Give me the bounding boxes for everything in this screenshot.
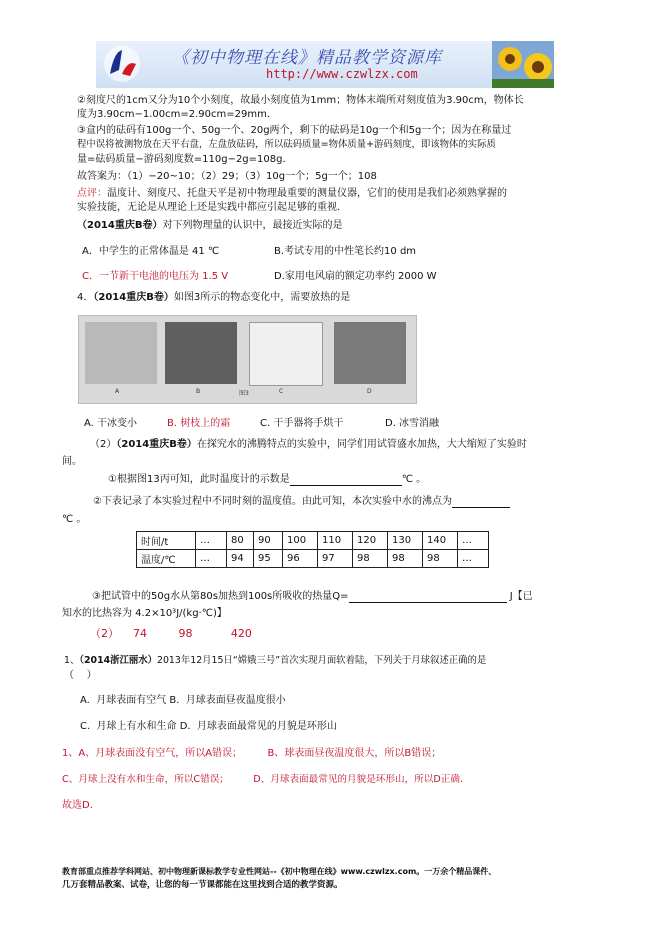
option-c: C. 干手器将手烘干	[260, 418, 344, 429]
question-source: （2014重庆B卷）	[116, 439, 197, 450]
table-cell: …	[196, 532, 227, 550]
table-cell: 130	[388, 532, 423, 550]
table-cell: 98	[388, 550, 423, 568]
sub-question-1: ①根据图13丙可知，此时温度计的示数是	[108, 474, 290, 485]
sunflower-icon	[492, 41, 554, 88]
table-cell: 90	[254, 532, 283, 550]
table-cell: 98	[353, 550, 388, 568]
explanation-line: C、月球上没有水和生命，所以C错误； D、月球表面最常见的月貌是环形山，所以D正确.	[62, 774, 463, 785]
text-line: ②刻度尺的1cm又分为10个小刻度，故最小刻度值为1mm；物体末端所对刻度值为3.90cm，物体长	[77, 95, 524, 106]
text-line: 度为3.90cm−1.00cm=2.90cm=29mm．	[77, 109, 277, 120]
table-cell: 95	[254, 550, 283, 568]
question-number: （2）	[90, 439, 117, 450]
figure-3	[78, 315, 417, 404]
question-stem: 对下列物理量的认识中，最接近实际的是	[162, 220, 343, 231]
banner-title: 《初中物理在线》精品教学资源库	[172, 48, 442, 68]
answer-blank[interactable]	[452, 497, 510, 508]
text-line: 程中误将被测物放在天平右盘，左盘放砝码，所以砝码质量=物体质量+游码刻度，即该物体的实际质	[77, 139, 496, 150]
option-b-correct: B. 树枝上的霜	[167, 418, 231, 429]
question-stem: 2013年12月15日“嫦娥三号”首次实现月面软着陆，下列关于月球叙述正确的是	[157, 655, 487, 666]
figure-label: D	[367, 388, 372, 395]
option-d: D.家用电风扇的额定功率约 2000 W	[274, 271, 437, 282]
table-cell: 80	[227, 532, 254, 550]
table-cell: …	[196, 550, 227, 568]
option-b: B.考试专用的中性笔长约10 dm	[274, 246, 417, 257]
table-row	[137, 550, 489, 568]
table-cell: 140	[423, 532, 458, 550]
table-cell: 110	[318, 532, 353, 550]
table-cell: 120	[353, 532, 388, 550]
option-d: D. 冰雪消融	[385, 418, 440, 429]
table-cell: 94	[227, 550, 254, 568]
table-cell: …	[458, 550, 489, 568]
figure-label: B	[196, 388, 201, 395]
text-line: ③盒内的砝码有100g一个、50g一个、20g两个，剩下的砝码是10g一个和5g一个；因为在称量过	[77, 125, 512, 136]
photo-melting-snow	[334, 322, 406, 384]
comment-text: 温度计、刻度尺、托盘天平是初中物理最重要的测量仪器，它们的使用是我们必须熟掌握的	[107, 188, 507, 199]
text-line: 实验技能，无论是从理论上还是实践中都应引起足够的重视．	[77, 202, 347, 213]
figure-caption: 图3	[239, 390, 249, 397]
question-stem: 如图3所示的物态变化中，需要放热的是	[173, 292, 351, 303]
data-table	[136, 531, 489, 568]
figure-label: C	[279, 388, 284, 395]
table-cell: 温度/℃	[137, 550, 196, 568]
option-c-correct: C．一节新干电池的电压为 1.5 V	[82, 271, 229, 282]
answer-blank[interactable]	[349, 592, 507, 603]
option-a: A．中学生的正常体温是 41 ℃	[82, 246, 220, 257]
photo-dry-ice	[85, 322, 157, 384]
sub-question-3: ③把试管中的50g水从第80s加热到100s所吸收的热量Q=	[92, 591, 349, 602]
options-ab: A. 月球表面有空气 B. 月球表面昼夜温度很小	[80, 695, 286, 706]
table-cell: 100	[283, 532, 318, 550]
banner-url: http://www.czwlzx.com	[266, 67, 418, 81]
text-line: 量=砝码质量−游码刻度数=110g−2g=108g．	[77, 154, 293, 165]
unit: J【已	[509, 591, 533, 602]
question-source: （2014重庆B卷）	[93, 292, 174, 303]
site-logo-icon	[102, 44, 142, 84]
footer-line: 几万套精品教案、试卷，让您的每一节课都能在这里找到合适的教学资源。	[62, 880, 343, 890]
text-line: 间。	[62, 456, 82, 467]
table-row	[137, 532, 489, 550]
table-cell: …	[458, 532, 489, 550]
unit: ℃ 。	[401, 474, 427, 485]
table-cell: 时间/t	[137, 532, 196, 550]
answer-paren: （ ）	[64, 670, 97, 681]
question-stem: 在探究水的沸腾特点的实验中，同学们用试管盛水加热，大大缩短了实验时	[196, 439, 527, 450]
answer-line: 故答案为：（1）−20~10；（2）29；（3）10g一个；5g一个；108	[77, 171, 377, 182]
options-cd: C. 月球上有水和生命 D. 月球表面最常见的月貌是环形山	[80, 721, 337, 732]
answer-blank[interactable]	[290, 475, 402, 486]
sub-question-2: ②下表记录了本实验过程中不同时刻的温度值。由此可知，本次实验中水的沸点为	[93, 496, 452, 507]
question-source: （2014重庆B卷）	[77, 220, 163, 231]
question-source: （2014浙江丽水）	[79, 655, 157, 666]
unit: ℃ 。	[62, 514, 87, 525]
comment-label: 点评：	[77, 188, 107, 199]
header-banner	[96, 41, 554, 88]
question-number: 1、	[64, 655, 80, 666]
figure-label: A	[115, 388, 120, 395]
explanation-conclusion: 故选D.	[62, 800, 93, 811]
option-a: A. 干冰变小	[84, 418, 138, 429]
table-cell: 98	[423, 550, 458, 568]
question-number: 4．	[77, 292, 94, 303]
text-line: 知水的比热容为 4.2×10³J/(kg·℃)】	[62, 608, 227, 619]
photo-hand-dryer	[249, 322, 323, 386]
answer-line: （2） 74 98 420	[90, 627, 252, 640]
footer-line: 教育部重点推荐学科网站、初中物理新课标教学专业性网站--《初中物理在线》www.czwlzx.com。一万余个精品课件、	[62, 867, 497, 876]
photo-frost	[165, 322, 237, 384]
table-cell: 97	[318, 550, 353, 568]
explanation-line: 1、A、月球表面没有空气，所以A错误； B、球表面昼夜温度很大，所以B错误；	[62, 748, 442, 759]
table-cell: 96	[283, 550, 318, 568]
